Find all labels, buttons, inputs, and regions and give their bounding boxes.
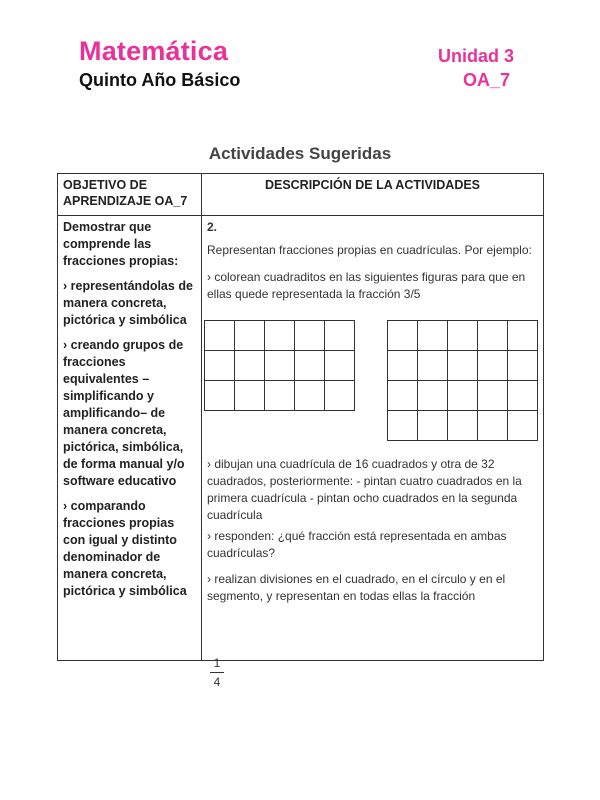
objective-item: › comparando fracciones propias con igual y distinto denominador de manera concreta, pictórica y simbólica — [63, 499, 187, 598]
grid-figure-right — [387, 320, 538, 441]
fraction-denominator: 4 — [213, 675, 221, 689]
objective-header: OBJETIVO DE APRENDIZAJE OA_7 — [58, 174, 202, 216]
table-row — [58, 216, 544, 661]
objective-item: › creando grupos de fracciones equivalentes – simplificando y amplificando– de manera concreta, pictórica, simbólica, de forma manual y/o software educativo — [63, 338, 185, 488]
grid-figure-left — [204, 320, 355, 411]
activity-cell — [202, 216, 544, 689]
fraction-bar — [210, 672, 224, 673]
table-header-row — [58, 174, 544, 216]
section-title: Actividades Sugeridas — [208, 144, 392, 163]
description-header: DESCRIPCIÓN DE LA ACTIVIDADES — [202, 174, 544, 216]
objective-cell — [58, 216, 202, 661]
activities-table — [57, 173, 544, 689]
fraction-numerator: 1 — [213, 656, 221, 670]
objective-item: › representándolas de manera concreta, pictórica y simbólica — [63, 279, 193, 327]
oa-label: OA_7 — [462, 70, 510, 90]
fraction-one-quarter — [210, 656, 224, 689]
activity-step: › realizan divisiones en el cuadrado, en el círculo y en el segmento, y representan en todas ellas la fracción — [207, 572, 506, 603]
activity-step: › colorean cuadraditos en las siguientes figuras para que en ellas quede representada la fracción 3/5 — [207, 270, 526, 301]
activity-step: › dibujan una cuadrícula de 16 cuadrados y otra de 32 cuadrados, posteriormente: - pintan cuatro cuadrados en la primera cuadrícula - pintan ocho cuadrados en la segunda cuadrícula — [207, 457, 522, 522]
objective-intro: Demostrar que comprende las fracciones propias: — [63, 220, 179, 268]
activity-intro: Representan fracciones propias en cuadrículas. Por ejemplo: — [207, 243, 532, 257]
activity-step: › responden: ¿qué fracción está representada en ambas cuadrículas? — [207, 529, 507, 560]
unit-label: Unidad 3 — [437, 46, 514, 66]
activity-number: 2. — [207, 220, 218, 234]
subject-title: Matemática — [79, 36, 229, 66]
grade-subtitle: Quinto Año Básico — [79, 70, 241, 90]
